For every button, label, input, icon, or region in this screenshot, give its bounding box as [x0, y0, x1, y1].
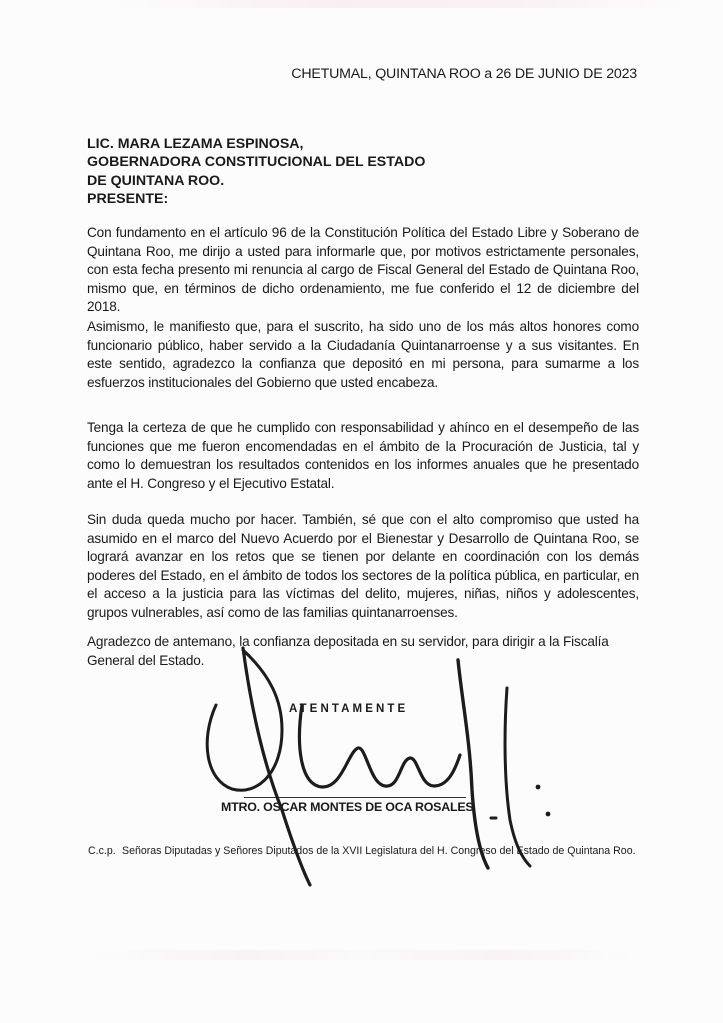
signature-dot — [536, 785, 541, 790]
signer-name: MTRO. OSCAR MONTES DE OCA ROSALES — [221, 800, 474, 814]
closing-atentamente: ATENTAMENTE — [289, 703, 409, 715]
paragraph-1: Con fundamento en el artículo 96 de la Constitución Política del Estado Libre y Soberano de Quintana Roo, me dirijo a usted para informarle que, por motivos estrictamente personales, con esta fecha presento mi renuncia al cargo de Fiscal General del Estado de Quintana Roo, mismo que, en términos de dicho ordenamiento, me fue conferido el 12 de diciembre del 2018. — [87, 225, 639, 315]
addressee-presente: PRESENTE: — [87, 191, 169, 208]
addressee-block — [87, 135, 425, 209]
signature-dot — [546, 812, 551, 817]
ccp-text: Señoras Diputadas y Señores Diputados de la XVII Legislatura del H. Congreso del Estado de Quintana Roo. — [122, 845, 636, 857]
addressee-title: GOBERNADORA CONSTITUCIONAL DEL ESTADO — [87, 154, 426, 171]
signature-stroke — [458, 660, 488, 868]
scan-artifact — [80, 950, 640, 960]
paragraph-2: Asimismo, le manifiesto que, para el suscrito, ha sido uno de los más altos honores como funcionario público, haber servido a la Ciudadanía Quintanarroense y a sus visitantes. En este sentido, agradezco la confianza que depositó en mi persona, para sumarme a los esfuerzos institucionales del Gobierno que usted encabeza. — [87, 319, 639, 390]
scan-artifact — [100, 0, 700, 8]
paragraph-5: Agradezco de antemano, la confianza depositada en su servidor, para dirigir a la Fiscalía General del Estado. — [87, 634, 609, 668]
paragraph-3: Tenga la certeza de que he cumplido con responsabilidad y ahínco en el desempeño de las funciones que me fueron encomendadas en el ámbito de la Procuración de Justicia, tal y como lo demuestran los resultados contenidos en los informes anuales que he presentado ante el H. Congreso y el Ejecutivo Estatal. — [87, 420, 639, 491]
signature-line — [244, 797, 466, 798]
signature-stroke — [505, 688, 530, 866]
ccp-label: C.c.p. — [88, 845, 116, 857]
paragraph-4: Sin duda queda mucho por hacer. También, sé que con el alto compromiso que usted ha asumido en el marco del Nuevo Acuerdo por el Bienestar y Desarrollo de Quintana Roo, se logrará avanzar en los retos que se tienen por delante en coordinación con los demás poderes del Estado, en el ámbito de todos los sectores de la política pública, en particular, en el acceso a la justicia para las víctimas del delito, mujeres, niñas, niños y adolescentes, grupos vulnerables, así como de las familias quintanarroenses. — [87, 512, 639, 620]
place-date: CHETUMAL, QUINTANA ROO a 26 DE JUNIO DE 2023 — [291, 66, 637, 82]
signature-stroke — [299, 705, 460, 787]
signature-stroke — [207, 650, 282, 790]
addressee-name: LIC. MARA LEZAMA ESPINOSA, — [87, 136, 304, 152]
addressee-state: DE QUINTANA ROO. — [87, 172, 225, 189]
